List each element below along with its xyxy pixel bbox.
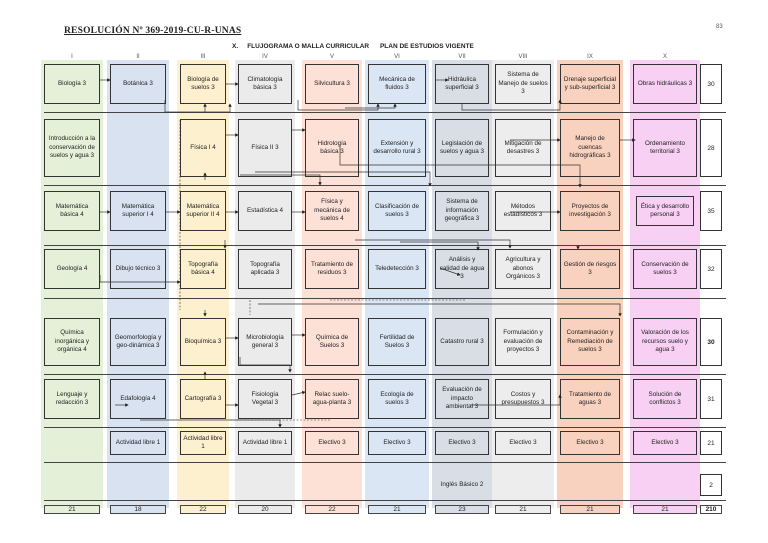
page-number: 83 — [716, 24, 723, 30]
course-box: Valoración de los recursos suelo y agua 3 — [633, 318, 697, 366]
course-box: Ética y desarrollo personal 3 — [636, 196, 694, 226]
course-box: Extensión y desarrollo rural 3 — [368, 119, 426, 177]
course-box: Análisis y calidad de agua 3 — [435, 249, 489, 289]
semester-credit-total: 21 — [368, 505, 426, 514]
course-box: Actividad libre 1 — [180, 431, 226, 455]
course-box: Biología de suelos 3 — [180, 64, 226, 104]
course-box: Edafología 4 — [110, 379, 166, 419]
semester-credit-total: 21 — [633, 505, 697, 514]
course-box: Bioquímica 3 — [180, 318, 226, 366]
course-box: Catastro rural 3 — [435, 318, 489, 366]
semester-label: V — [329, 54, 334, 60]
resolution-header: RESOLUCIÓN Nº 369-2019-CU-R-UNAS — [64, 26, 242, 36]
course-box: Drenaje superficial y sub-superficial 3 — [560, 64, 620, 104]
course-box: Electivo 3 — [633, 431, 697, 455]
semester-credit-total: 21 — [44, 505, 100, 514]
semester-credit-total: 21 — [560, 505, 620, 514]
course-box: Legislación de suelos y agua 3 — [435, 119, 489, 177]
course-box: Biología 3 — [44, 64, 100, 104]
semester-credit-total: 22 — [180, 505, 226, 514]
row-credit-total: 30 — [700, 318, 722, 366]
course-box: Tratamiento de aguas 3 — [560, 379, 620, 419]
course-box: Cartografía 3 — [180, 379, 226, 419]
course-box: Agricultura y abonos Orgánicos 3 — [495, 249, 551, 289]
semester-label: X — [662, 54, 667, 60]
course-box: Topografía básica 4 — [180, 249, 226, 289]
course-box: Geología 4 — [44, 249, 100, 289]
course-box: Hidráulica superficial 3 — [435, 64, 489, 104]
semester-label: VIII — [518, 54, 528, 60]
course-box: Sistema de Manejo de suelos 3 — [495, 64, 551, 104]
row-credit-total: 35 — [700, 191, 722, 231]
row-credit-total: 32 — [700, 249, 722, 289]
course-ingles-basico: Inglés Básico 2 — [440, 480, 484, 488]
course-box: Química de Suelos 3 — [305, 318, 359, 366]
course-box: Ordenamiento territorial 3 — [633, 119, 697, 177]
course-box: Actividad libre 1 — [238, 431, 292, 455]
course-box: Electivo 3 — [305, 431, 359, 455]
course-box: Obras hidráulicas 3 — [633, 64, 697, 104]
semester-credit-total: 22 — [305, 505, 359, 514]
course-box: Hidrología básica 3 — [305, 119, 359, 177]
course-box: Proyectos de investigación 3 — [560, 191, 620, 231]
course-box: Manejo de cuencas hidrográficas 3 — [560, 119, 620, 177]
course-box: Clasificación de suelos 3 — [368, 191, 426, 231]
course-box: Matemática básica 4 — [44, 191, 100, 231]
semester-label: VII — [458, 54, 466, 60]
semester-label: IV — [262, 54, 268, 60]
semester-label: I — [71, 54, 73, 60]
course-box: Introducción a la conservación de suelos y agua 3 — [44, 119, 100, 177]
course-box: Ecología de suelos 3 — [368, 379, 426, 419]
course-box: Fertilidad de Suelos 3 — [368, 318, 426, 366]
semester-credit-total: 23 — [435, 505, 489, 514]
section-text: FLUJOGRAMA O MALLA CURRICULAR — [247, 43, 370, 50]
course-box: Electivo 3 — [435, 431, 489, 455]
row-credit-total: 30 — [700, 64, 722, 104]
course-box: Sistema de información geográfica 3 — [435, 191, 489, 231]
course-box: Física y mecánica de suelos 4 — [305, 191, 359, 231]
course-box: Solución de conflictos 3 — [633, 379, 697, 419]
course-box: Mitigación de desastres 3 — [495, 119, 551, 177]
course-box: Costos y presupuestos 3 — [495, 379, 551, 419]
course-box: Geomorfología y geo-dinámica 3 — [110, 318, 166, 366]
semester-credit-total: 21 — [495, 505, 551, 514]
semester-label: II — [136, 54, 140, 60]
course-box: Electivo 3 — [368, 431, 426, 455]
row-credit-total: 28 — [700, 119, 722, 177]
course-box: Actividad libre 1 — [110, 431, 166, 455]
course-box: Evaluación de impacto ambiental 3 — [435, 379, 489, 419]
course-box: Contaminación y Remediación de suelos 3 — [560, 318, 620, 366]
course-box: Física I 4 — [180, 119, 226, 177]
course-box: Electivo 3 — [495, 431, 551, 455]
course-box: Relac suelo-agua-planta 3 — [305, 379, 359, 419]
semester-credit-total: 20 — [238, 505, 292, 514]
semester-credit-total: 18 — [110, 505, 166, 514]
course-box: Dibujo técnico 3 — [110, 249, 166, 289]
course-box: Física II 3 — [238, 119, 292, 177]
section-index: X. — [232, 43, 239, 50]
course-box: Formulación y evaluación de proyectos 3 — [495, 318, 551, 366]
row-credit-total: 2 — [700, 474, 722, 496]
semester-label: III — [200, 54, 206, 60]
course-box: Estadística 4 — [238, 191, 292, 231]
course-box: Matemática superior I 4 — [110, 191, 166, 231]
course-box: Conservación de suelos 3 — [633, 249, 697, 289]
grand-total: 210 — [700, 505, 722, 514]
course-box: Lenguaje y redacción 3 — [44, 379, 100, 419]
course-box: Botánica 3 — [110, 64, 166, 104]
course-box: Mecánica de fluidos 3 — [368, 64, 426, 104]
course-box: Química inorgánica y orgánica 4 — [44, 318, 100, 366]
course-box: Microbiología general 3 — [238, 318, 292, 366]
course-box: Silvicultura 3 — [305, 64, 359, 104]
course-box: Climatología básica 3 — [238, 64, 292, 104]
course-box: Tratamiento de residuos 3 — [305, 249, 359, 289]
row-credit-total: 31 — [700, 379, 722, 419]
course-box: Electivo 3 — [560, 431, 620, 455]
plan-label: PLAN DE ESTUDIOS VIGENTE — [379, 43, 474, 50]
course-box: Gestión de riesgos 3 — [560, 249, 620, 289]
course-box: Matemática superior II 4 — [180, 191, 226, 231]
course-box: Teledetección 3 — [368, 249, 426, 289]
semester-label: IX — [587, 54, 593, 60]
course-box: Topografía aplicada 3 — [238, 249, 292, 289]
course-box: Fisiología Vegetal 3 — [238, 379, 292, 419]
row-credit-total: 21 — [700, 431, 722, 455]
course-box: Métodos estadísticos 3 — [495, 191, 551, 231]
semester-label: VI — [394, 54, 400, 60]
